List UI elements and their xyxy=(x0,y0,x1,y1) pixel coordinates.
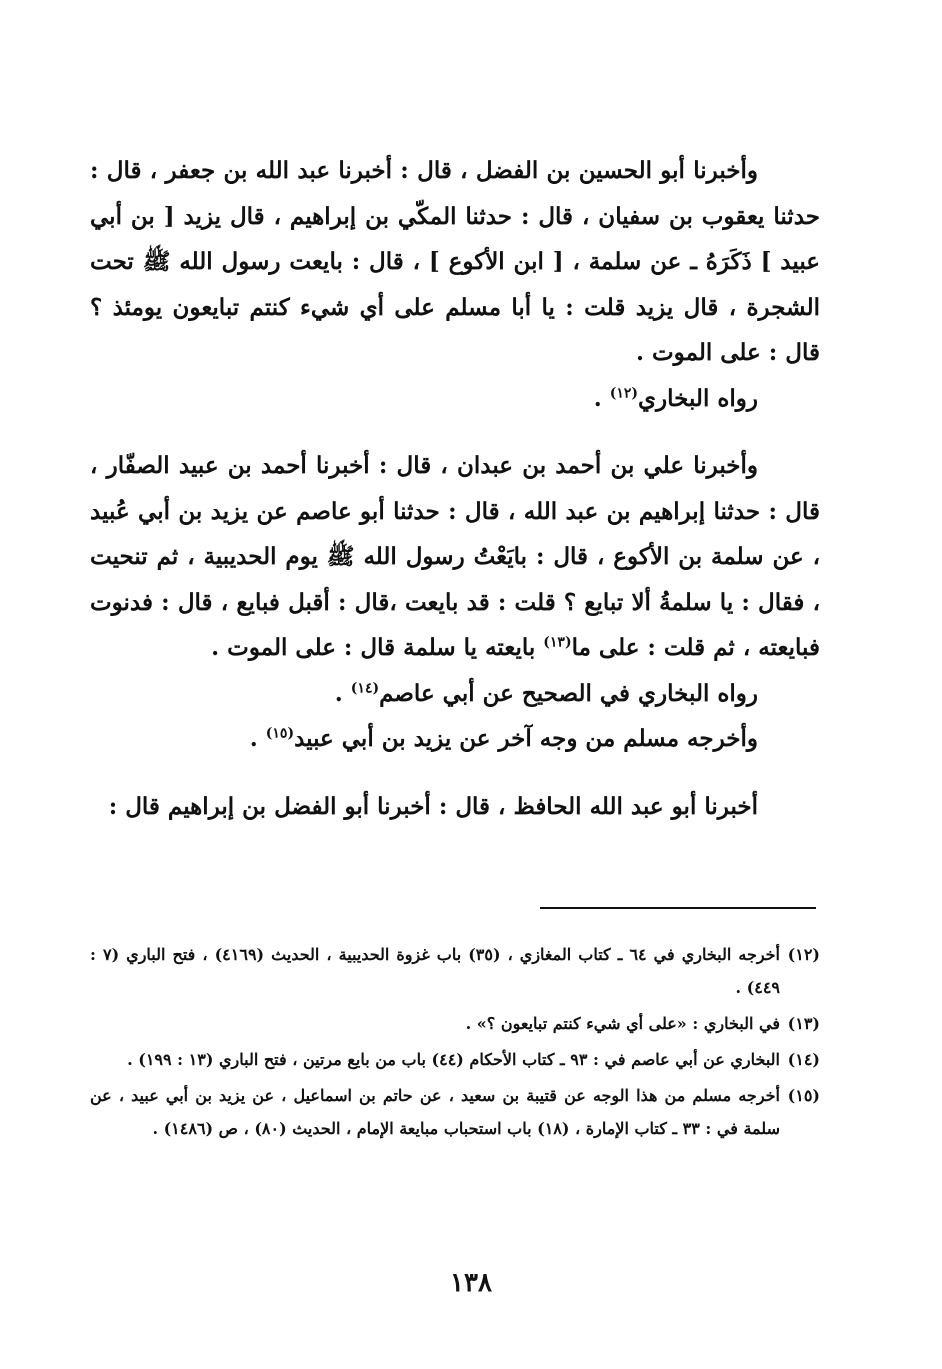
footnote-number: (١٢) xyxy=(787,945,820,964)
footnote-13 xyxy=(90,1007,820,1040)
narration-text: رواه البخاري في الصحيح عن أبي عاصم xyxy=(379,679,758,707)
footnote-text: في البخاري : «على أي شيء كنتم تبايعون ؟» . xyxy=(465,1014,780,1033)
footnote-ref-13: (١٣) xyxy=(543,634,572,651)
page-number: ١٣٨ xyxy=(450,1268,492,1298)
footnote-text: أخرجه مسلم من هذا الوجه عن قتيبة بن سعيد ، عن حاتم بن اسماعيل ، عن يزيد بن أبي عبيد ، عن سلمة في : ٣٣ ـ كتاب الإمارة ، (١٨) باب استحباب مبايعة الإمام ، الحديث (٨٠) ، ص (١٤٨٦) . xyxy=(90,1086,780,1138)
hadith-paragraph-1: وأخبرنا أبو الحسين بن الفضل ، قال : أخبرنا عبد الله بن جعفر ، قال : حدثنا يعقوب بن سفيان ، قال : حدثنا المكّي بن إبراهيم ، قال يزيد [ بن أبي عبيد ] ذَكَرَهُ ـ عن سلمة ، [ ابن الأكوع ] ، قال : بايعت رسول الله ﷺ تحت الشجرة ، قال يزيد قلت : يا أبا مسلم على أي شيء كنتم تبايعون يومئذ ؟ قال : على الموت . xyxy=(90,157,820,366)
hadith-paragraph-2 xyxy=(90,443,820,671)
narration-line-1 xyxy=(90,376,820,422)
narration-text: رواه البخاري xyxy=(638,384,758,412)
footnote-12 xyxy=(90,938,820,1004)
footnote-text: أخرجه البخاري في ٦٤ ـ كتاب المغازي ، (٣٥) باب غزوة الحديبية ، الحديث (٤١٦٩) ، فتح الباري (٧ : ٤٤٩) . xyxy=(90,945,780,997)
main-text xyxy=(90,148,820,829)
footnote-15 xyxy=(90,1079,820,1145)
footnote-number: (١٥) xyxy=(787,1086,820,1105)
narration-text: وأخرجه مسلم من وجه آخر عن يزيد بن أبي عبيد xyxy=(294,725,758,752)
footnote-number: (١٤) xyxy=(787,1050,820,1069)
footnote-ref-12: (١٢) xyxy=(609,384,639,401)
narration-period: . xyxy=(593,384,602,412)
hadith-paragraph-2-end: بايعته يا سلمة قال : على الموت . xyxy=(211,634,536,661)
footnote-14 xyxy=(90,1043,820,1076)
narration-period: . xyxy=(249,725,258,752)
narration-period: . xyxy=(334,679,343,707)
footnote-ref-14: (١٤) xyxy=(350,679,380,696)
footnote-number: (١٣) xyxy=(787,1014,820,1033)
footnote-text: البخاري عن أبي عاصم في : ٩٣ ـ كتاب الأحكام (٤٤) باب من بايع مرتين ، فتح الباري (١٣ : ١٩٩) . xyxy=(127,1050,780,1069)
footnote-divider xyxy=(540,907,816,909)
footnote-ref-15: (١٥) xyxy=(265,725,295,742)
narration-line-3 xyxy=(90,716,820,762)
hadith-paragraph-3: أخبرنا أبو عبد الله الحافظ ، قال : أخبرنا أبو الفضل بن إبراهيم قال : xyxy=(108,792,758,820)
footnotes xyxy=(90,938,820,1148)
narration-line-2 xyxy=(90,671,820,717)
hadith-paragraph-2-text: وأخبرنا علي بن أحمد بن عبدان ، قال : أخبرنا أحمد بن عبيد الصفّار ، قال : حدثنا إبراهيم بن عبد الله ، قال : حدثنا أبو عاصم عن يزيد بن أبي عُبيد ، عن سلمة بن الأكوع ، قال : بايَعْتُ رسول الله ﷺ يوم الحديبية ، ثم تنحيت ، فقال : يا سلمةُ ألا تبايع ؟ قلت : قد بايعت ،قال : أقبل فبايع ، قال : فدنوت فبايعته ، ثم قلت : على ما xyxy=(90,452,820,661)
